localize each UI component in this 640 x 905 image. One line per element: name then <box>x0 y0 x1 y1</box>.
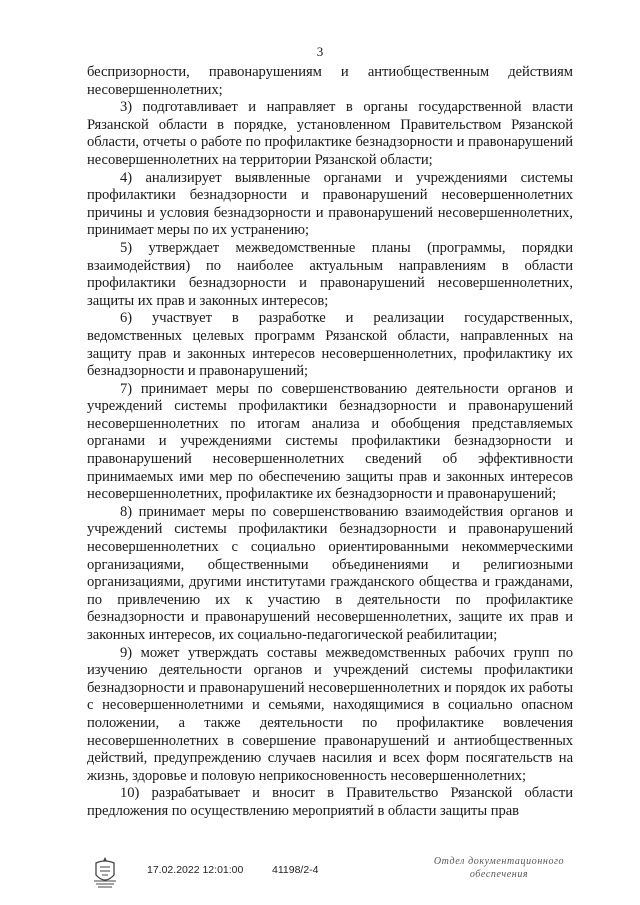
stamp-line-2: обеспечения <box>469 869 529 880</box>
paragraph-item-7: 7) принимает меры по совершенствованию деятельности органов и учреждений системы профилактики безнадзорности и правонарушений несовершеннолетних по итогам анализа и обобщения представляемых органами и учреждениями системы профилактики безнадзорности и правонарушений несовершеннолетних сведений об эффективности принимаемых ими мер по обеспечению защиты прав и законных интересов несовершеннолетних, профилактике их безнадзорности и правонарушений; <box>87 380 573 503</box>
paragraph-continuation: беспризорности, правонарушениям и антиобщественным действиям несовершеннолетних; <box>87 64 573 98</box>
paragraph-item-10: 10) разрабатывает и вносит в Правительство Рязанской области предложения по осуществлению мероприятий в области защиты прав <box>87 785 573 819</box>
footer-date: 17.02.2022 12:01:00 <box>147 864 244 876</box>
stamp-line-1: Отдел документационного <box>433 856 565 867</box>
department-stamp <box>404 855 594 881</box>
document-footer <box>0 855 640 895</box>
paragraph-item-6: 6) участвует в разработке и реализации государственных, ведомственных целевых программ Рязанской области, направленных на защиту прав и законных интересов несовершеннолетних, профилактику их безнадзорности и правонарушений; <box>87 310 573 380</box>
paragraph-item-3: 3) подготавливает и направляет в органы государственной власти Рязанской области в порядке, установленном Правительством Рязанской области, отчеты о работе по профилактике безнадзорности и правонарушений несовершеннолетних на территории Рязанской области; <box>87 99 573 168</box>
paragraph-item-9: 9) может утверждать составы межведомственных рабочих групп по изучению деятельности органов и учреждений системы профилактики безнадзорности и правонарушений несовершеннолетних и порядок их работы с несовершеннолетними и семьями, находящимися в социально опасном положении, а также деятельности по профилактике вовлечения несовершеннолетних в совершение правонарушений и антиобщественных действий, предупреждению случаев насилия и всех форм посягательств на жизнь, здоровье и половую неприкосновенность несовершеннолетних; <box>87 644 573 784</box>
page-number: 3 <box>316 44 324 59</box>
coat-of-arms-icon <box>90 855 120 889</box>
paragraph-item-5: 5) утверждает межведомственные планы (программы, порядки взаимодействия) по наиболее актуальным направлениям в области профилактики безнадзорности и правонарушений несовершеннолетних, защиты их прав и законных интересов; <box>87 239 573 309</box>
footer-doc-number: 41198/2-4 <box>272 864 319 876</box>
document-body <box>87 64 573 821</box>
paragraph-item-8: 8) принимает меры по совершенствованию взаимодействия органов и учреждений системы профилактики безнадзорности и правонарушений несовершеннолетних с социально ориентированными некоммерческими организациями, общественными объединениями и религиозными организациями, другими институтами гражданского общества и гражданами, по привлечению их к участию в деятельности по профилактике безнадзорности и правонарушений несовершеннолетних, защите их прав и законных интересов, их социально-педагогической реабилитации; <box>87 503 573 643</box>
paragraph-item-4: 4) анализирует выявленные органами и учреждениями системы профилактики безнадзорности и правонарушений несовершеннолетних причины и условия безнадзорности и правонарушений несовершеннолетних, принимает меры по их устранению; <box>87 169 573 239</box>
